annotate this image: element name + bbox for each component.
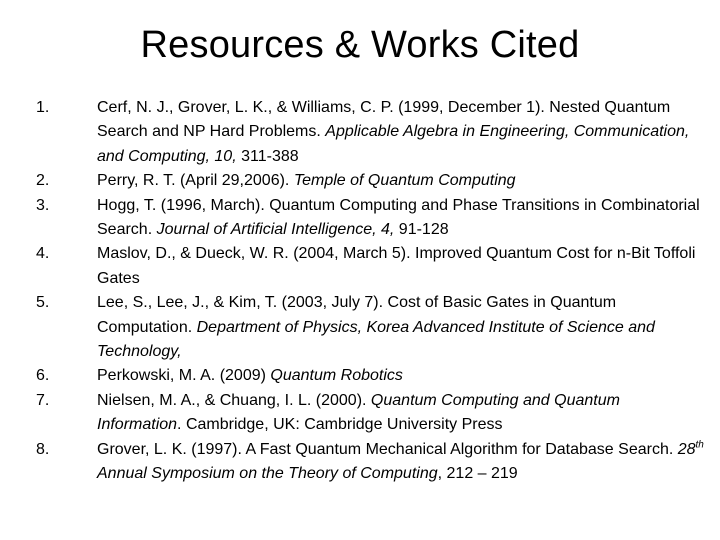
reference-segment: Perkowski, M. A. (2009)	[97, 367, 271, 385]
reference-italic-segment: Department of Physics, Korea Advanced Institute of Science and Technology,	[97, 318, 655, 361]
reference-segment: Nielsen, M. A., & Chuang, I. L. (2000).	[97, 391, 371, 409]
reference-italic-segment: Journal of Artificial Intelligence, 4,	[156, 221, 395, 239]
reference-item	[36, 194, 706, 243]
reference-item	[36, 389, 706, 438]
reference-segment: Maslov, D., & Dueck, W. R. (2004, March 5). Improved Quantum Cost for n-Bit Toffoli Gates	[97, 245, 696, 287]
reference-segment: Lee, S., Lee, J., & Kim, T. (2003, July 7). Cost of Basic Gates in Quantum Computation.	[97, 294, 617, 336]
reference-text	[97, 389, 706, 438]
reference-segment: . Cambridge, UK: Cambridge University Press	[177, 416, 503, 434]
reference-text	[97, 438, 706, 487]
reference-number: 2.	[36, 172, 50, 190]
reference-italic-segment: Applicable Algebra in Engineering, Communication, and Computing, 10,	[97, 123, 690, 165]
reference-italic-segment: Annual Symposium on the Theory of Computing	[97, 465, 438, 483]
reference-number: 7.	[36, 391, 50, 409]
reference-item	[36, 438, 706, 487]
reference-item	[36, 291, 706, 364]
reference-number: 8.	[36, 440, 50, 458]
reference-text	[97, 194, 706, 243]
reference-segment: 91-128	[394, 221, 449, 239]
reference-text	[97, 364, 706, 388]
reference-item	[36, 364, 706, 388]
reference-text	[97, 291, 706, 364]
reference-text	[97, 242, 706, 291]
reference-segment: Grover, L. K. (1997). A Fast Quantum Mechanical Algorithm for Database Search.	[97, 440, 678, 458]
reference-text	[97, 169, 706, 193]
reference-italic-segment: Quantum Robotics	[270, 367, 403, 385]
reference-number: 5.	[36, 294, 50, 312]
reference-segment: Hogg, T. (1996, March). Quantum Computing and Phase Transitions in Combinatorial Search.	[97, 196, 700, 239]
reference-item	[36, 96, 706, 169]
reference-number: 3.	[36, 196, 50, 214]
reference-italic-segment: Temple of Quantum Computing	[293, 172, 516, 190]
reference-number: 1.	[36, 99, 50, 116]
reference-text	[97, 96, 706, 169]
reference-segment: Cerf, N. J., Grover, L. K., & Williams, C. P. (1999, December 1). Nested Quantum Search and NP Hard Problems.	[97, 99, 671, 141]
page-title: Resources & Works Cited	[140, 24, 580, 66]
reference-item	[36, 169, 706, 193]
reference-italic-segment: 28	[677, 440, 696, 458]
reference-segment: , 212 – 219	[437, 465, 518, 483]
reference-italic-segment: Quantum Computing and Quantum Information	[97, 391, 620, 434]
reference-number: 4.	[36, 245, 50, 263]
references-list	[36, 96, 706, 487]
reference-number: 6.	[36, 367, 50, 385]
reference-italic-segment: th	[695, 439, 704, 451]
reference-segment: Perry, R. T. (April 29,2006).	[97, 172, 294, 190]
reference-segment: 311-388	[236, 147, 299, 165]
reference-item	[36, 242, 706, 291]
